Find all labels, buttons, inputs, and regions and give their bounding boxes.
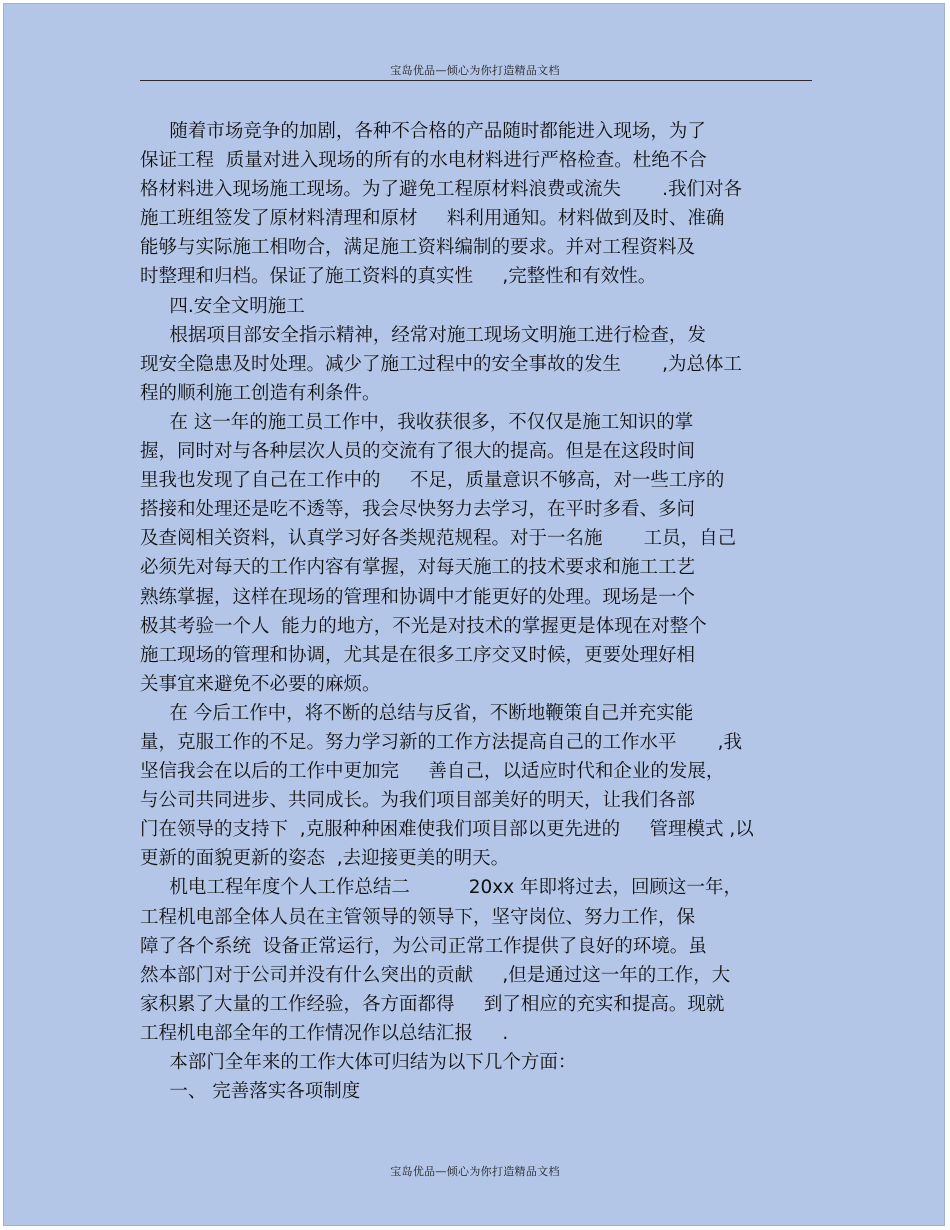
text-line: 在 这一年的施工员工作中，我收获很多，不仅仅是施工知识的掌 — [140, 411, 694, 433]
text-line: 握，同时对与各种层次人员的交流有了很大的提高。但是在这段时间 — [140, 441, 696, 463]
text-line: 然本部门对于公司并没有什么突出的贡献 ,但是通过这一年的工作，大 — [140, 964, 731, 986]
text-line: 更新的面貌更新的姿态 ,去迎接更美的明天。 — [140, 848, 510, 870]
text-line: 施工班组签发了原材料清理和原材 料利用通知。材料做到及时、准确 — [140, 208, 725, 230]
text-line: 与公司共同进步、共同成长。为我们项目部美好的明天，让我们各部 — [140, 790, 696, 812]
text-line: 格材料进入现场施工现场。为了避免工程原材料浪费或流失 .我们对各 — [140, 179, 743, 201]
text-line: 量，克服工作的不足。努力学习新的工作方法提高自己的工作水平 ,我 — [140, 731, 743, 753]
text-line: 工程机电部全体人员在主管领导的领导下，坚守岗位、努力工作，保 — [140, 906, 696, 928]
text-line: 时整理和归档。保证了施工资料的真实性 ,完整性和有效性。 — [140, 266, 657, 288]
text-line: 现安全隐患及时处理。减少了施工过程中的安全事故的发生 ,为总体工 — [140, 353, 743, 375]
text-line: 保证工程 质量对进入现场的所有的水电材料进行严格检查。杜绝不合 — [140, 150, 707, 172]
text-line: 及查阅相关资料，认真学习好各类规范规程。对于一名施 工员，自己 — [140, 528, 737, 550]
text-line: 四.安全文明施工 — [140, 295, 305, 317]
text-line: 门在领导的支持下 ,克服种种困难使我们项目部以更先进的 管理模式 ,以 — [140, 819, 754, 841]
text-line: 本部门全年来的工作大体可归结为以下几个方面： — [140, 1052, 577, 1073]
text-line: 工程机电部全年的工作情况作以总结汇报 . — [140, 1022, 509, 1044]
text-line: 坚信我会在以后的工作中更加完 善自己，以适应时代和企业的发展， — [140, 761, 725, 783]
document-body — [140, 117, 820, 1106]
text-line: 机电工程年度个人工作总结二 20xx 年即将过去，回顾这一年， — [140, 877, 743, 899]
text-line: 极其考验一个人 能力的地方，不光是对技术的掌握更是体现在对整个 — [140, 615, 707, 637]
text-line: 障了各个系统 设备正常运行，为公司正常工作提供了良好的环境。虽 — [140, 935, 707, 957]
text-line: 熟练掌握，这样在现场的管理和协调中才能更好的处理。现场是一个 — [140, 586, 696, 608]
text-line: 家积累了大量的工作经验，各方面都得 到了相应的充实和提高。现就 — [140, 993, 725, 1015]
document-page — [3, 3, 945, 1226]
page-header: 宝岛优品—倾心为你打造精品文档 — [390, 64, 560, 77]
text-line: 关事宜来避免不必要的麻烦。 — [140, 673, 381, 695]
text-line: 能够与实际施工相吻合，满足施工资料编制的要求。并对工程资料及 — [140, 237, 696, 259]
text-line: 程的顺利施工创造有利条件。 — [140, 382, 381, 404]
text-line: 根据项目部安全指示精神，经常对施工现场文明施工进行检查，发 — [140, 324, 706, 346]
text-line: 在 今后工作中，将不断的总结与反省，不断地鞭策自己并充实能 — [140, 702, 694, 724]
page-footer: 宝岛优品—倾心为你打造精品文档 — [390, 1165, 560, 1178]
header-divider — [140, 80, 812, 81]
text-line: 一、 完善落实各项制度 — [140, 1081, 361, 1103]
text-line: 搭接和处理还是吃不透等，我会尽快努力去学习，在平时多看、多问 — [140, 499, 696, 521]
text-line: 必须先对每天的工作内容有掌握，对每天施工的技术要求和施工工艺 — [140, 557, 696, 579]
text-line: 施工现场的管理和协调，尤其是在很多工序交叉时候，更要处理好相 — [140, 644, 696, 666]
text-line: 里我也发现了自己在工作中的 不足，质量意识不够高，对一些工序的 — [140, 470, 725, 492]
text-line: 随着市场竞争的加剧，各种不合格的产品随时都能进入现场，为了 — [140, 121, 706, 142]
